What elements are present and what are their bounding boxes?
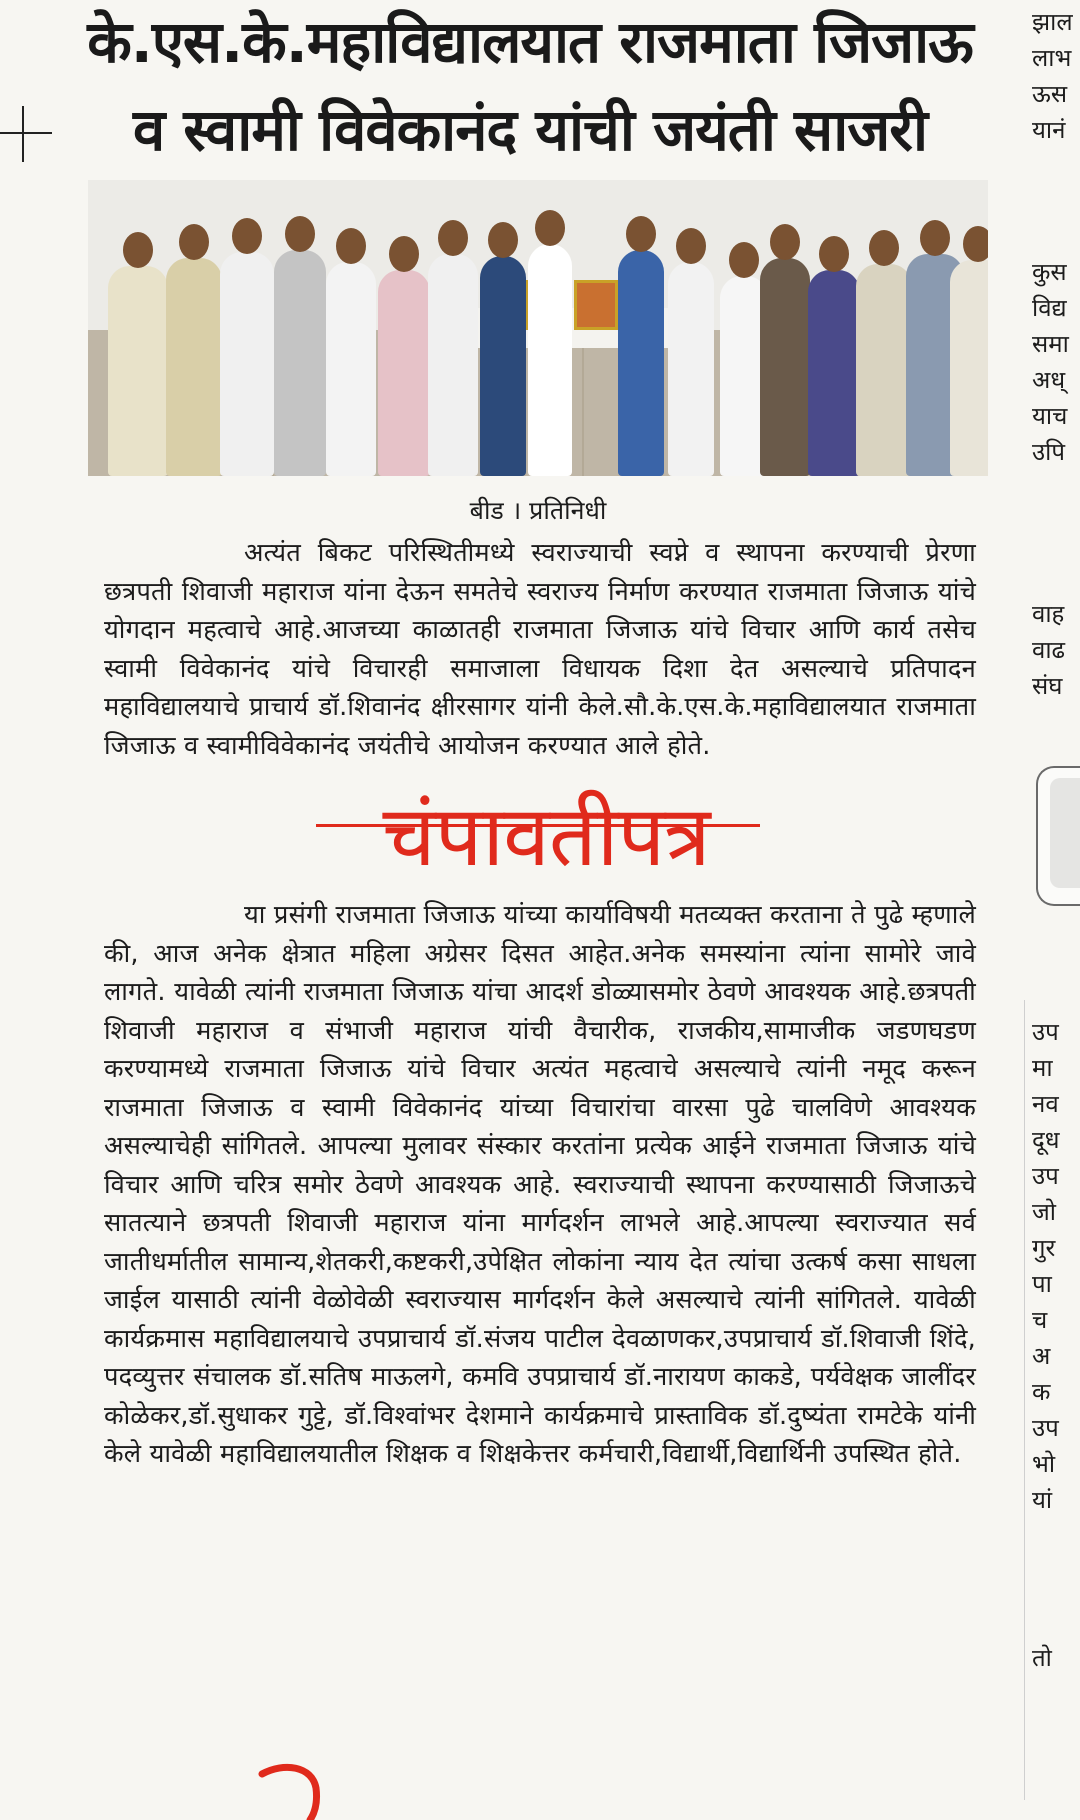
right-column-line: यानं [1032, 116, 1066, 144]
right-column-line: लाभ [1032, 44, 1072, 72]
right-column-line: दूध [1032, 1126, 1060, 1154]
headline-line-2: व स्वामी विवेकानंद यांची जयंती साजरी [132, 96, 928, 164]
right-column-line: कुस [1032, 258, 1067, 286]
person-figure [808, 270, 860, 476]
right-column-line: क [1032, 1378, 1051, 1406]
right-column-line: ऊस [1032, 80, 1068, 108]
right-column-line: झाल [1032, 8, 1073, 36]
right-column-line: संघ [1032, 672, 1063, 700]
person-figure [668, 262, 714, 476]
person-figure [428, 254, 478, 476]
person-figure [480, 256, 526, 476]
right-column-fragment [1032, 1014, 1080, 1518]
right-column-fragment [1032, 4, 1080, 148]
right-column-line: भो [1032, 1450, 1056, 1478]
person-figure [378, 270, 430, 476]
person-figure [528, 244, 572, 476]
article-paragraph: या प्रसंगी राजमाता जिजाऊ यांच्या कार्याविषयी मतव्यक्त करताना ते पुढे म्हणाले की, आज अनेक क्षेत्रात महिला अग्रेसर दिसत आहेत.अनेक समस्यांना त्यांना सामोरे जावे लागते. यावेळी त्यांनी राजमाता जिजाऊ यांचा आदर्श डोळ्यासमोर ठेवणे आवश्यक आहे.छत्रपती शिवाजी महाराज व संभाजी महाराज यांची वैचारीक, राजकीय,सामाजीक जडणघडण करण्यामध्ये राजमाता जिजाऊ यांचे विचार अत्यंत महत्वाचे असल्याचे त्यांनी नमूद करून राजमाता जिजाऊ व स्वामी विवेकानंद यांच्या विचारांचा वारसा पुढे चालविणे आवश्यक असल्याचेही सांगितले. आपल्या मुलावर संस्कार करतांना प्रत्येक आईने राजमाता जिजाऊ यांचे विचार आणि चरित्र समोर ठेवणे आवश्यक आहे. स्वराज्याची स्थापना करण्यासाठी जिजाऊचे सातत्याने छत्रपती शिवाजी महाराज यांना मार्गदर्शन लाभले आहे.आपल्या स्वराज्यात सर्व जातीधर्मातील सामान्य,शेतकरी,कष्टकरी,उपेक्षित लोकांना न्याय देत त्यांचा उत्कर्ष कसा साधला जाईल यासाठी त्यांनी वेळोवेळी स्वराज्यास मार्गदर्शन केले असल्याचे त्यांनी सांगितले. यावेळी कार्यक्रमास महाविद्यालयाचे उपप्राचार्य डॉ.संजय पाटील देवळाणकर,उपप्राचार्य डॉ.शिवाजी शिंदे, पदव्युत्तर संचालक डॉ.सतिष माऊलगे, कमवि उपप्राचार्य डॉ.नारायण काकडे, पर्यवेक्षक जालींदर कोळेकर,डॉ.सुधाकर गुट्टे, डॉ.विश्वांभर देशमाने कार्यक्रमाचे प्रास्ताविक डॉ.दुष्यंता रामटेके यांनी केले यावेळी महाविद्यालयातील शिक्षक व शिक्षकेत्तर कर्मचारी,विद्यार्थी,विद्यार्थिनी उपस्थित होते. [104, 900, 976, 1469]
right-column-line: गुर [1032, 1234, 1056, 1262]
right-column-line: यां [1032, 1486, 1053, 1514]
person-figure [950, 260, 988, 476]
right-column-line: उप [1032, 1162, 1059, 1190]
right-column-line: नव [1032, 1090, 1059, 1118]
right-column-fragment [1032, 254, 1080, 470]
right-column-line: वाह [1032, 600, 1065, 628]
right-column-line: उपि [1032, 438, 1065, 466]
side-box [1036, 766, 1080, 906]
red-pen-mark [254, 1760, 344, 1820]
watermark-text: चंपावतीपत्र [382, 787, 710, 885]
headline-line-1: के.एस.के.महाविद्यालयात राजमाता जिजाऊ [87, 8, 973, 76]
right-column-line: वाढ [1032, 636, 1066, 664]
article-paragraph: अत्यंत बिकट परिस्थितीमध्ये स्वराज्याची स्वप्ने व स्थापना करण्याची प्रेरणा छत्रपती शिवाजी महाराज यांना देऊन समतेचे स्वराज्य निर्माण करण्यात राजमाता जिजाऊ यांचे योगदान महत्वाचे आहे.आजच्या काळातही राजमाता जिजाऊ यांचे विचार आणि कार्य तसेच स्वामी विवेकानंद यांचे विचारही समाजाला विधायक दिशा देत असल्याचे प्रतिपादन महाविद्यालयाचे प्राचार्य डॉ.शिवानंद क्षीरसागर यांनी केले.सौ.के.एस.के.महाविद्यालयात राजमाता जिजाऊ व स्वामीविवेकानंद जयंतीचे आयोजन करण्यात आले होते. [104, 538, 976, 761]
person-figure [760, 258, 810, 476]
right-column-line: तो [1032, 1644, 1052, 1672]
right-column-line: अध् [1032, 366, 1066, 394]
person-figure [108, 266, 168, 476]
right-column-line: समा [1032, 330, 1069, 358]
right-column-line: याच [1032, 402, 1068, 430]
right-column-line: अ [1032, 1342, 1051, 1370]
right-column-line: उप [1032, 1414, 1059, 1442]
person-figure [326, 262, 376, 476]
person-figure [618, 250, 664, 476]
person-figure [220, 252, 274, 476]
right-column-line: पा [1032, 1270, 1052, 1298]
right-column-line: उप [1032, 1018, 1059, 1046]
column-divider [1024, 1000, 1025, 1800]
news-photo [88, 180, 988, 476]
right-column-fragment [1032, 1640, 1080, 1676]
right-column-line: जो [1032, 1198, 1057, 1226]
portrait-frame [574, 280, 618, 330]
right-column-line: च [1032, 1306, 1048, 1334]
person-figure [274, 250, 326, 476]
right-column-fragment [1032, 596, 1080, 704]
right-column-line: विद्य [1032, 294, 1067, 322]
byline: बीड । प्रतिनिधी [469, 496, 607, 525]
right-column-line: मा [1032, 1054, 1053, 1082]
person-figure [856, 264, 912, 476]
person-figure [166, 258, 222, 476]
